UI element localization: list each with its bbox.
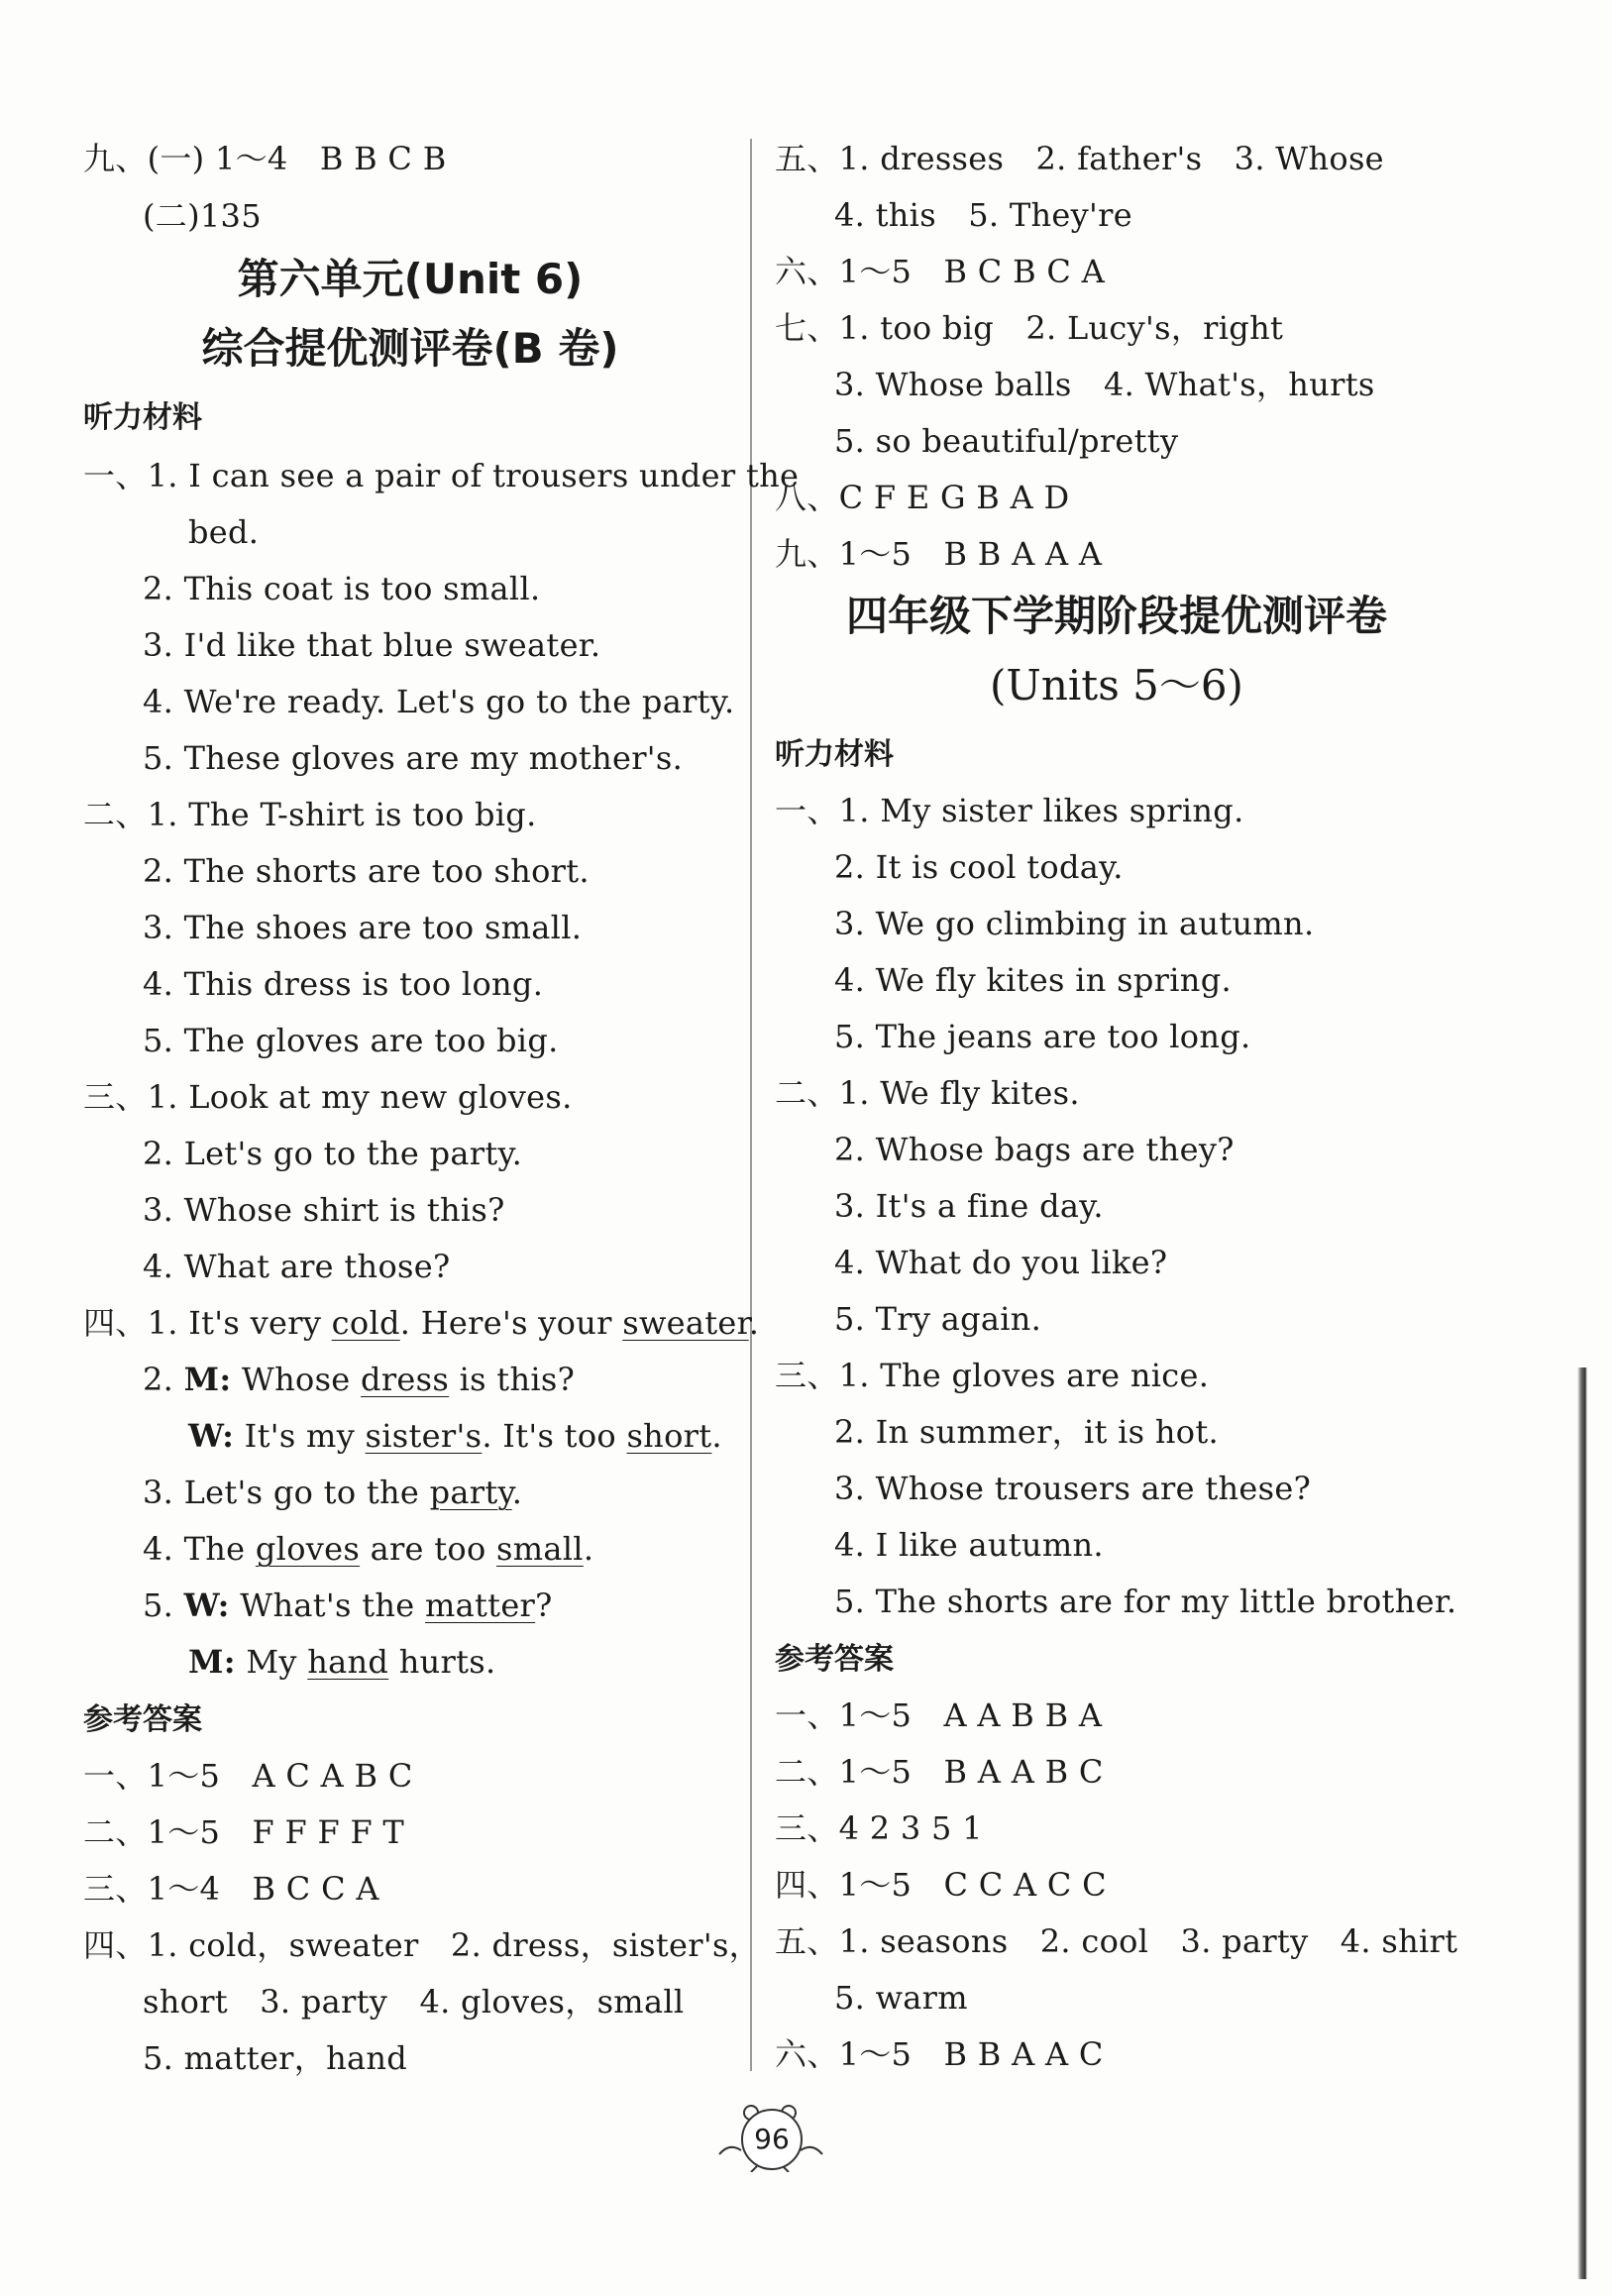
list-item: 3. It's a fine day. — [834, 1187, 1104, 1225]
answer-line: 一、1～5 A C A B C — [83, 1757, 413, 1795]
list-item: 2. In summer，it is hot. — [834, 1413, 1219, 1451]
answer-line: 5. matter，hand — [143, 2039, 408, 2077]
list-item: 四、1. It's very cold. Here's your sweater. — [83, 1304, 760, 1342]
list-item: 4. The gloves are too small. — [143, 1530, 594, 1568]
term-test-subtitle: (Units 5～6) — [990, 661, 1243, 710]
list-item: bed. — [188, 513, 260, 551]
answer-line: 3. Whose balls 4. What's，hurts — [834, 366, 1375, 403]
list-item: 3. Let's go to the party. — [143, 1474, 523, 1511]
answer-line: 二、1～5 B A A B C — [775, 1753, 1104, 1791]
list-item: 4. What are those? — [143, 1248, 451, 1285]
answer-line: 九、(一) 1～4 B B C B — [83, 140, 447, 177]
list-item: 2. Whose bags are they? — [834, 1131, 1235, 1168]
list-item: 4. We're ready. Let's go to the party. — [143, 683, 735, 720]
answer-line: 七、1. too big 2. Lucy's，right — [775, 309, 1284, 347]
list-item: 3. I'd like that blue sweater. — [143, 626, 601, 664]
list-item: 一、1. I can see a pair of trousers under the — [83, 457, 800, 494]
page-number-badge — [711, 2103, 830, 2172]
answer-line: 四、1. cold，sweater 2. dress，sister's， — [83, 1926, 761, 1964]
answer-line: 三、4 2 3 5 1 — [775, 1809, 983, 1847]
list-item: 3. We go climbing in autumn. — [834, 905, 1315, 942]
list-item: 2. The shorts are too short. — [143, 852, 590, 890]
list-item: 5. These gloves are my mother's. — [143, 739, 684, 777]
list-item: 3. The shoes are too small. — [143, 909, 583, 946]
answer-line: short 3. party 4. gloves，small — [143, 1983, 685, 2021]
answer-line: 六、1～5 B B A A C — [775, 2035, 1104, 2073]
list-item: 4. I like autumn. — [834, 1526, 1104, 1564]
answer-line: 三、1～4 B C C A — [83, 1870, 379, 1908]
list-item: 二、1. The T-shirt is too big. — [83, 796, 537, 833]
list-item: M: My hand hurts. — [188, 1643, 496, 1681]
list-item: 5. W: What's the matter? — [143, 1586, 553, 1624]
list-item: 5. The gloves are too big. — [143, 1022, 559, 1059]
list-item: 三、1. The gloves are nice. — [775, 1357, 1210, 1394]
list-item: 2. This coat is too small. — [143, 570, 541, 607]
answer-line: 4. this 5. They're — [834, 196, 1132, 234]
list-item: W: It's my sister's. It's too short. — [188, 1417, 722, 1455]
listening-heading: 听力材料 — [775, 737, 894, 772]
list-item: 4. What do you like? — [834, 1244, 1168, 1281]
answer-line: 5. warm — [834, 1979, 968, 2017]
list-item: 3. Whose shirt is this? — [143, 1191, 505, 1229]
list-item: 4. This dress is too long. — [143, 965, 544, 1003]
answer-line: 九、1～5 B B A A A — [775, 535, 1103, 573]
answer-line: 六、1～5 B C B C A — [775, 253, 1106, 290]
list-item: 5. The jeans are too long. — [834, 1018, 1251, 1055]
answer-line: (二)135 — [143, 197, 262, 235]
term-test-title: 四年级下学期阶段提优测评卷 — [845, 592, 1387, 640]
page-edge-shadow — [1577, 1367, 1587, 2279]
list-item: 二、1. We fly kites. — [775, 1074, 1080, 1112]
answers-heading: 参考答案 — [775, 1642, 894, 1677]
list-item: 三、1. Look at my new gloves. — [83, 1078, 573, 1116]
unit-title: 第六单元(Unit 6) — [237, 255, 584, 303]
list-item: 2. It is cool today. — [834, 848, 1124, 886]
test-title: 综合提优测评卷(B 卷) — [201, 324, 619, 373]
answer-line: 四、1～5 C C A C C — [775, 1866, 1107, 1904]
answers-heading: 参考答案 — [83, 1702, 202, 1737]
answer-line: 5. so beautiful/pretty — [834, 422, 1179, 460]
page-number: 96 — [741, 2109, 803, 2170]
column-divider — [750, 139, 752, 2071]
answer-line: 一、1～5 A A B B A — [775, 1696, 1103, 1734]
answer-line: 五、1. seasons 2. cool 3. party 4. shirt — [775, 1922, 1458, 1960]
list-item: 5. The shorts are for my little brother. — [834, 1583, 1457, 1620]
list-item: 2. Let's go to the party. — [143, 1135, 523, 1172]
list-item: 4. We fly kites in spring. — [834, 961, 1232, 999]
listening-heading: 听力材料 — [83, 400, 202, 435]
list-item: 一、1. My sister likes spring. — [775, 792, 1244, 829]
answer-line: 二、1～5 F F F F T — [83, 1813, 405, 1851]
list-item: 3. Whose trousers are these? — [834, 1470, 1312, 1507]
answer-line: 五、1. dresses 2. father's 3. Whose — [775, 140, 1384, 177]
list-item: 2. M: Whose dress is this? — [143, 1361, 576, 1398]
answer-line: 八、C F E G B A D — [775, 479, 1070, 516]
list-item: 5. Try again. — [834, 1300, 1042, 1338]
